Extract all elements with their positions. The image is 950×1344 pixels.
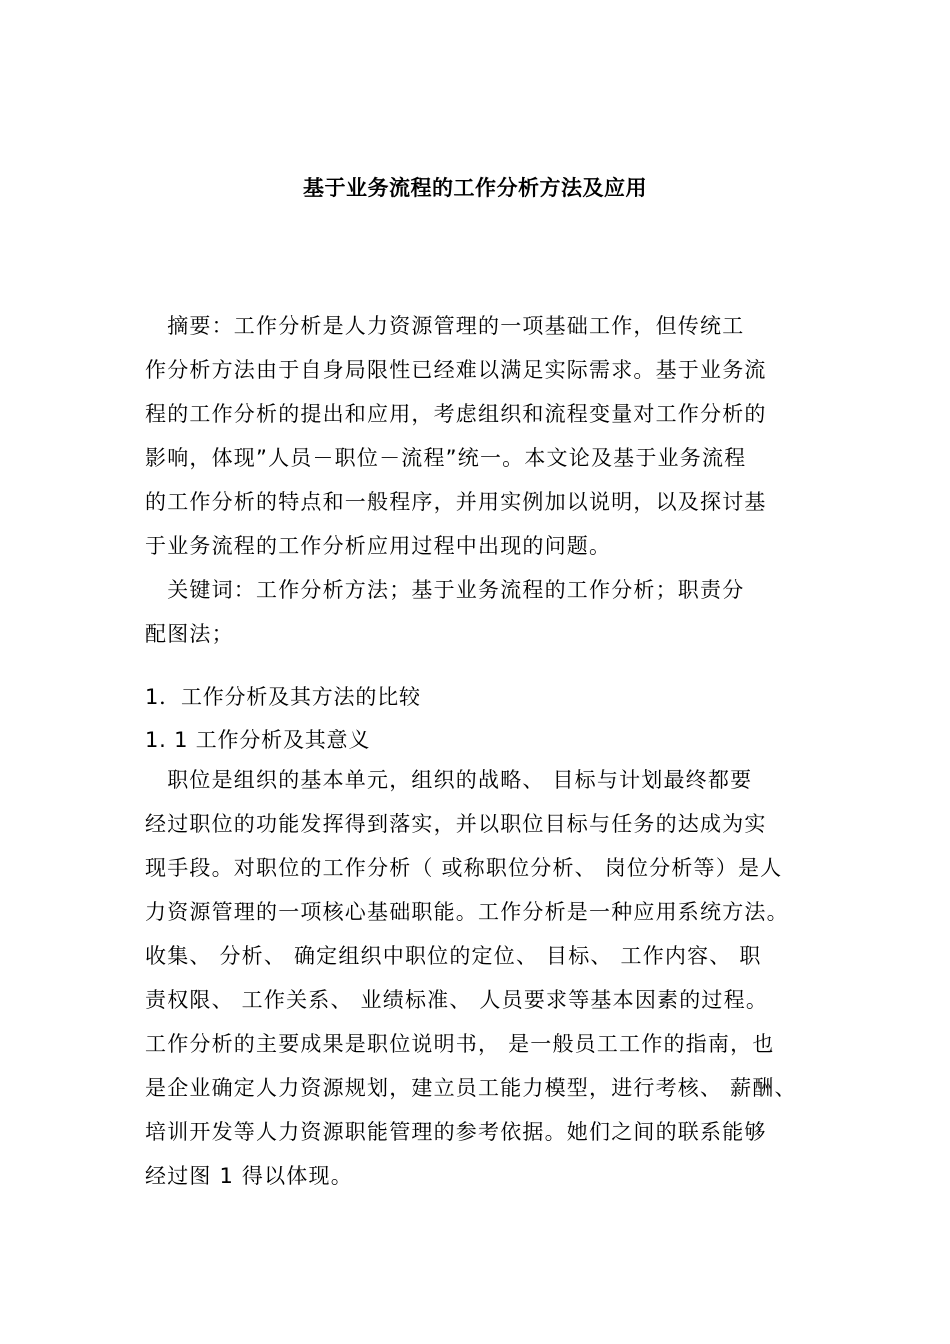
section-1-1-heading: 1. 1 工作分析及其意义 — [145, 728, 371, 752]
document-title: 基于业务流程的工作分析方法及应用 — [303, 176, 647, 200]
section-1-heading: 1．工作分析及其方法的比较 — [145, 685, 421, 709]
body-line: 是企业确定人力资源规划，建立员工能力模型，进行考核、 薪酬、 — [145, 1076, 797, 1100]
abstract-paragraph — [145, 304, 810, 568]
keywords-paragraph — [145, 568, 810, 656]
body-line: 经过图 1 得以体现。 — [145, 1164, 353, 1188]
body-line: 力资源管理的一项核心基础职能。工作分析是一种应用系统方法。 — [145, 900, 789, 924]
abstract-line: 影响，体现”人员－职位－流程”统一。本文论及基于业务流程 — [145, 446, 747, 470]
body-line: 职位是组织的基本单元，组织的战略、 目标与计划最终都要 — [145, 768, 753, 792]
body-line: 现手段。对职位的工作分析（ 或称职位分析、 岗位分析等）是人 — [145, 856, 783, 880]
body-line: 工作分析的主要成果是职位说明书， 是一般员工工作的指南，也 — [145, 1032, 775, 1056]
abstract-line: 于业务流程的工作分析应用过程中出现的问题。 — [145, 534, 612, 558]
body-paragraph — [145, 758, 810, 1198]
keywords-line: 关键词：工作分析方法；基于业务流程的工作分析；职责分 — [145, 578, 745, 602]
abstract-line: 程的工作分析的提出和应用，考虑组织和流程变量对工作分析的 — [145, 402, 767, 426]
keywords-line: 配图法； — [145, 622, 234, 646]
body-line: 收集、 分析、 确定组织中职位的定位、 目标、 工作内容、 职 — [145, 944, 762, 968]
abstract-line: 的工作分析的特点和一般程序，并用实例加以说明，以及探讨基 — [145, 490, 767, 514]
abstract-line: 摘要：工作分析是人力资源管理的一项基础工作，但传统工 — [145, 314, 745, 338]
body-line: 培训开发等人力资源职能管理的参考依据。她们之间的联系能够 — [145, 1120, 767, 1144]
body-line: 责权限、 工作关系、 业绩标准、 人员要求等基本因素的过程。 — [145, 988, 769, 1012]
body-line: 经过职位的功能发挥得到落实，并以职位目标与任务的达成为实 — [145, 812, 767, 836]
abstract-line: 作分析方法由于自身局限性已经难以满足实际需求。基于业务流 — [145, 358, 767, 382]
